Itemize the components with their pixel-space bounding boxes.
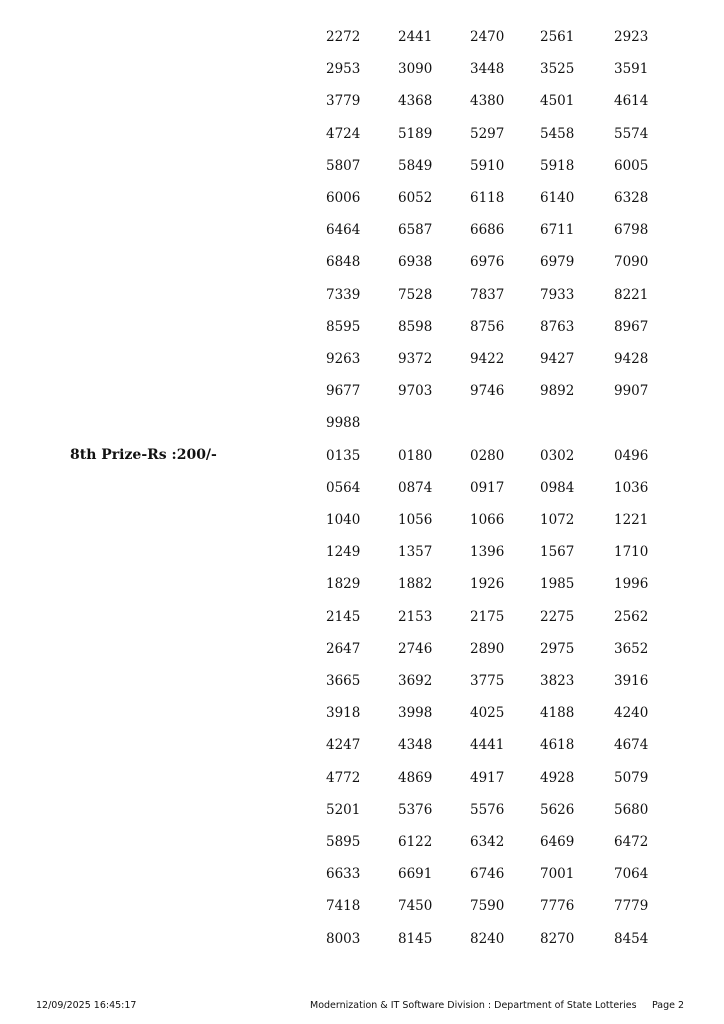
prize-label: 8th Prize-Rs :200/-	[70, 446, 217, 463]
winning-number: 4614	[614, 93, 649, 110]
winning-number: 1357	[398, 544, 433, 561]
winning-number: 2561	[540, 29, 575, 45]
winning-number: 9422	[470, 351, 505, 367]
winning-number: 7776	[540, 898, 575, 915]
winning-number: 1567	[540, 544, 575, 561]
winning-number: 5576	[470, 801, 505, 818]
winning-number: 0984	[540, 479, 575, 496]
winning-number: 1066	[470, 512, 505, 528]
winning-number: 6140	[540, 190, 575, 206]
winning-number: 7001	[540, 866, 575, 883]
winning-number: 0496	[614, 447, 649, 464]
winning-number: 4674	[614, 737, 649, 754]
winning-number: 9746	[470, 383, 505, 400]
winning-number: 7339	[326, 286, 361, 303]
winning-number: 5297	[470, 125, 505, 142]
winning-number: 0564	[326, 479, 361, 496]
winning-number: 7418	[326, 898, 361, 915]
winning-number: 3916	[614, 673, 649, 689]
winning-number: 5680	[614, 801, 649, 818]
winning-number: 8221	[614, 286, 649, 303]
winning-number: 4501	[540, 93, 575, 110]
winning-number: 0874	[398, 479, 433, 496]
winning-number: 3692	[398, 673, 433, 689]
winning-number: 5895	[326, 834, 361, 850]
winning-number: 0302	[540, 447, 575, 464]
winning-number: 8967	[614, 318, 649, 335]
winning-number: 8003	[326, 930, 361, 947]
winning-number: 0180	[398, 447, 433, 464]
winning-number: 9677	[326, 383, 361, 400]
winning-number: 6118	[470, 190, 505, 206]
winning-number: 2953	[326, 61, 361, 78]
winning-number: 6342	[470, 834, 505, 850]
winning-number: 6472	[614, 834, 649, 850]
winning-number: 2923	[614, 29, 649, 45]
winning-number: 8145	[398, 930, 433, 947]
winning-number: 7528	[398, 286, 433, 303]
winning-number: 3823	[540, 673, 575, 689]
winning-number: 9907	[614, 383, 649, 400]
winning-number: 4188	[540, 705, 575, 722]
winning-number: 1221	[614, 512, 649, 528]
winning-number: 9263	[326, 351, 361, 367]
winning-number: 6633	[326, 866, 361, 883]
winning-number: 3652	[614, 640, 649, 657]
winning-number: 2890	[470, 640, 505, 657]
winning-number: 5376	[398, 801, 433, 818]
winning-number: 5458	[540, 125, 575, 142]
winning-number: 5574	[614, 125, 649, 142]
winning-number: 1829	[326, 576, 361, 593]
winning-number: 3665	[326, 673, 361, 689]
winning-number: 9427	[540, 351, 575, 367]
winning-number: 5910	[470, 157, 505, 174]
winning-number: 4618	[540, 737, 575, 754]
winning-number: 0280	[470, 447, 505, 464]
winning-number: 1926	[470, 576, 505, 593]
winning-number: 7450	[398, 898, 433, 915]
winning-number: 6686	[470, 222, 505, 239]
winning-number: 8598	[398, 318, 433, 335]
winning-number: 3779	[326, 93, 361, 110]
winning-number: 8595	[326, 318, 361, 335]
winning-number: 1996	[614, 576, 649, 593]
winning-number: 2647	[326, 640, 361, 657]
winning-number: 5849	[398, 157, 433, 174]
winning-number: 2562	[614, 608, 649, 625]
winning-number: 2145	[326, 608, 361, 625]
winning-number: 6587	[398, 222, 433, 239]
winning-number: 4724	[326, 125, 361, 142]
winning-number: 6798	[614, 222, 649, 239]
winning-number: 2275	[540, 608, 575, 625]
winning-number: 6938	[398, 254, 433, 271]
winning-number: 2975	[540, 640, 575, 657]
winning-number: 5201	[326, 801, 361, 818]
winning-number: 6006	[326, 190, 361, 206]
winning-number: 1072	[540, 512, 575, 528]
winning-number: 3998	[398, 705, 433, 722]
winning-number: 1710	[614, 544, 649, 561]
winning-number: 2746	[398, 640, 433, 657]
winning-number: 9428	[614, 351, 649, 367]
winning-number: 5807	[326, 157, 361, 174]
winning-number: 4928	[540, 769, 575, 786]
winning-number: 6691	[398, 866, 433, 883]
winning-number: 8763	[540, 318, 575, 335]
winning-number: 4380	[470, 93, 505, 110]
winning-number: 1040	[326, 512, 361, 528]
winning-number: 6979	[540, 254, 575, 271]
winning-number: 3591	[614, 61, 649, 78]
winning-number: 4368	[398, 93, 433, 110]
winning-number: 3775	[470, 673, 505, 689]
winning-number: 5189	[398, 125, 433, 142]
winning-number: 7933	[540, 286, 575, 303]
winning-number: 4240	[614, 705, 649, 722]
winning-number: 7837	[470, 286, 505, 303]
winning-number: 8270	[540, 930, 575, 947]
winning-number: 7590	[470, 898, 505, 915]
winning-number: 0917	[470, 479, 505, 496]
winning-number: 2272	[326, 29, 361, 45]
winning-number: 7064	[614, 866, 649, 883]
winning-number: 9372	[398, 351, 433, 367]
winning-number: 2175	[470, 608, 505, 625]
winning-number: 1036	[614, 479, 649, 496]
winning-number: 2470	[470, 29, 505, 45]
winning-number: 6469	[540, 834, 575, 850]
winning-number: 6005	[614, 157, 649, 174]
winning-number: 4348	[398, 737, 433, 754]
winning-number: 6746	[470, 866, 505, 883]
winning-number: 8240	[470, 930, 505, 947]
winning-number: 1249	[326, 544, 361, 561]
footer-division-name: Modernization & IT Software Division : Department of State Lotteries	[310, 1000, 637, 1011]
winning-number: 6464	[326, 222, 361, 239]
winning-number: 0135	[326, 447, 361, 464]
winning-number: 5918	[540, 157, 575, 174]
footer-page-number: Page 2	[652, 1000, 685, 1011]
winning-number: 6711	[540, 222, 575, 239]
winning-number: 4869	[398, 769, 433, 786]
winning-number: 8454	[614, 930, 649, 947]
winning-number: 2441	[398, 29, 433, 45]
winning-number: 6122	[398, 834, 433, 850]
winning-number: 2153	[398, 608, 433, 625]
winning-number: 7090	[614, 254, 649, 271]
winning-number: 9703	[398, 383, 433, 400]
winning-number: 1985	[540, 576, 575, 593]
winning-number: 4025	[470, 705, 505, 722]
winning-number: 6328	[614, 190, 649, 206]
winning-number: 4917	[470, 769, 505, 786]
winning-number: 4247	[326, 737, 361, 754]
winning-number: 3090	[398, 61, 433, 78]
winning-number: 5079	[614, 769, 649, 786]
winning-number: 3525	[540, 61, 575, 78]
winning-number: 3918	[326, 705, 361, 722]
winning-number: 1056	[398, 512, 433, 528]
winning-number: 9892	[540, 383, 575, 400]
winning-number: 6848	[326, 254, 361, 271]
winning-number: 3448	[470, 61, 505, 78]
winning-number: 7779	[614, 898, 649, 915]
winning-number: 4441	[470, 737, 505, 754]
winning-number: 1396	[470, 544, 505, 561]
winning-number: 4772	[326, 769, 361, 786]
winning-number: 9988	[326, 415, 361, 432]
winning-number: 6976	[470, 254, 505, 271]
winning-number: 6052	[398, 190, 433, 206]
footer-timestamp: 12/09/2025 16:45:17	[36, 1000, 137, 1011]
winning-number: 8756	[470, 318, 505, 335]
winning-number: 1882	[398, 576, 433, 593]
winning-number: 5626	[540, 801, 575, 818]
